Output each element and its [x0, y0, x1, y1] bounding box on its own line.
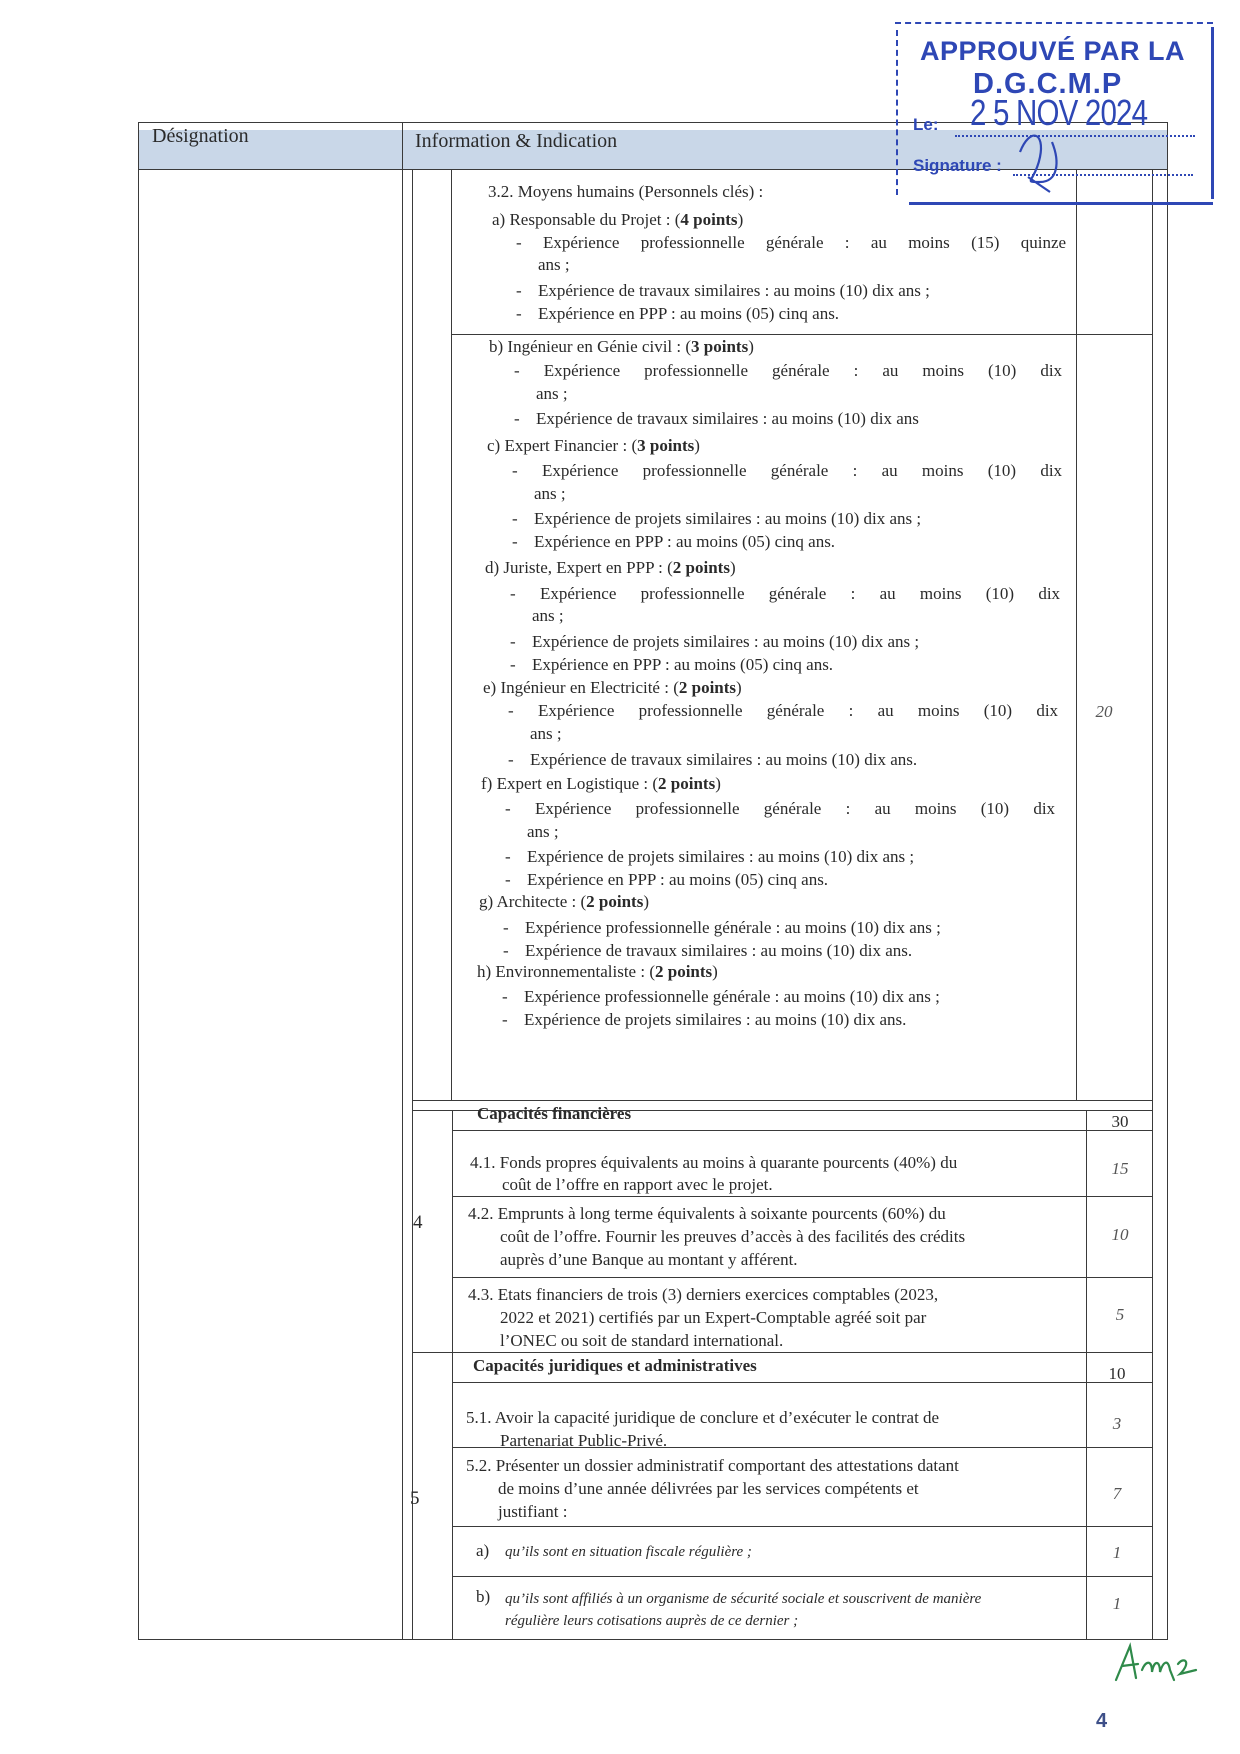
section-4-score: 30 — [1111, 1112, 1129, 1131]
item-h-dash1: - — [502, 987, 508, 1006]
item-a-line1: - Expérience professionnelle générale : au moins (15) quinze — [516, 233, 1067, 252]
section-4-number: 4 — [413, 1212, 423, 1233]
item-e-dash2: - — [508, 750, 514, 769]
criterion-4-3-line1: 4.3. Etats financiers de trois (3) derniers exercices comptables (2023, — [468, 1285, 939, 1304]
item-d-dash2: - — [510, 632, 516, 651]
criterion-5-2-b-line2: régulière leurs cotisations auprès de ce dernier ; — [505, 1613, 799, 1629]
item-d-label: d) Juriste, Expert en PPP : (2 points) — [485, 558, 736, 577]
item-g-line2: Expérience de travaux similaires : au moins (10) dix ans. — [525, 941, 913, 960]
item-c-dash3: - — [512, 532, 518, 551]
criterion-5-2-a-line1: qu’ils sont en situation fiscale régulière ; — [505, 1544, 752, 1560]
criterion-4-2-score: 10 — [1111, 1225, 1129, 1244]
criterion-5-1-line1: 5.1. Avoir la capacité juridique de conclure et d’exécuter le contrat de — [466, 1408, 940, 1427]
criterion-4-3-score: 5 — [1115, 1305, 1125, 1324]
item-g-label: g) Architecte : (2 points) — [479, 892, 649, 911]
item-f-line3: Expérience en PPP : au moins (05) cinq ans. — [527, 870, 829, 889]
criterion-5-1-score: 3 — [1112, 1414, 1122, 1433]
section-5-score: 10 — [1108, 1364, 1126, 1383]
item-c-line3: Expérience en PPP : au moins (05) cinq ans. — [534, 532, 836, 551]
item-a-line3: Expérience en PPP : au moins (05) cinq ans. — [538, 304, 840, 323]
item-b-label: b) Ingénieur en Génie civil : (3 points) — [489, 337, 754, 356]
item-h-dash2: - — [502, 1010, 508, 1029]
criterion-4-2-line2: coût de l’offre. Fournir les preuves d’accès à des facilités des crédits — [500, 1227, 966, 1246]
item-e-line1: - Expérience professionnelle générale : au moins (10) dix — [508, 701, 1059, 720]
criterion-4-3-line2: 2022 et 2021) certifiés par un Expert-Comptable agréé soit par — [500, 1308, 927, 1327]
item-c-line1: - Expérience professionnelle générale : au moins (10) dix — [512, 461, 1063, 480]
item-g-dash2: - — [503, 941, 509, 960]
criterion-4-2-line1: 4.2. Emprunts à long terme équivalents à soixante pourcents (60%) du — [468, 1204, 946, 1223]
item-f-label: f) Expert en Logistique : (2 points) — [481, 774, 721, 793]
approval-stamp — [895, 22, 1215, 205]
criterion-5-2-b-score: 1 — [1112, 1594, 1122, 1613]
stamp-date: 2 5 NOV 2024 — [970, 92, 1148, 133]
item-f-line1: - Expérience professionnelle générale : au moins (10) dix — [505, 799, 1056, 818]
stamp-line2: D.G.C.M.P — [973, 68, 1123, 100]
item-f-dash2: - — [505, 847, 511, 866]
handwritten-initials — [1108, 1640, 1208, 1690]
header-designation: Désignation — [152, 125, 249, 147]
criterion-5-2-line1: 5.2. Présenter un dossier administratif comportant des attestations datant — [466, 1456, 959, 1475]
criterion-5-2-line3: justifiant : — [498, 1502, 568, 1521]
item-h-line2: Expérience de projets similaires : au moins (10) dix ans. — [524, 1010, 907, 1029]
criterion-4-1-line2: coût de l’offre en rapport avec le projet. — [502, 1175, 773, 1194]
item-g-dash1: - — [503, 918, 509, 937]
criterion-4-2-line3: auprès d’une Banque au montant y afférent. — [500, 1250, 798, 1269]
item-g-line1: Expérience professionnelle générale : au moins (10) dix ans ; — [525, 918, 941, 937]
item-a-dash2: - — [516, 281, 522, 300]
section-5-title: Capacités juridiques et administratives — [473, 1356, 757, 1375]
criterion-5-2-a-score: 1 — [1112, 1543, 1122, 1562]
item-b-line1-cont: ans ; — [536, 384, 568, 403]
criterion-4-1-score: 15 — [1111, 1159, 1129, 1178]
page-number: 4 — [1096, 1710, 1108, 1732]
item-d-line1: - Expérience professionnelle générale : au moins (10) dix — [510, 584, 1061, 603]
stamp-signature-label: Signature : — [913, 156, 1002, 175]
item-c-line2: Expérience de projets similaires : au moins (10) dix ans ; — [534, 509, 922, 528]
item-e-line2: Expérience de travaux similaires : au moins (10) dix ans. — [530, 750, 918, 769]
section-4-title: Capacités financières — [477, 1104, 632, 1123]
item-d-line1-cont: ans ; — [532, 606, 564, 625]
stamp-line1: APPROUVÉ PAR LA — [920, 36, 1186, 66]
item-b-dash2: - — [514, 409, 520, 428]
item-d-dash3: - — [510, 655, 516, 674]
item-f-dash3: - — [505, 870, 511, 889]
criterion-5-1-line2: Partenariat Public-Privé. — [500, 1431, 668, 1450]
item-h-label: h) Environnementaliste : (2 points) — [477, 962, 718, 981]
item-a-label: a) Responsable du Projet : (4 points) — [492, 210, 744, 229]
item-a-dash3: - — [516, 304, 522, 323]
item-e-label: e) Ingénieur en Electricité : (2 points) — [483, 678, 742, 697]
item-e-line1-cont: ans ; — [530, 724, 562, 743]
header-information: Information & Indication — [415, 130, 618, 152]
criterion-4-3-line3: l’ONEC ou soit de standard international. — [500, 1331, 784, 1350]
item-c-line1-cont: ans ; — [534, 484, 566, 503]
item-f-line2: Expérience de projets similaires : au moins (10) dix ans ; — [527, 847, 915, 866]
criterion-4-1-line1: 4.1. Fonds propres équivalents au moins à quarante pourcents (40%) du — [470, 1153, 958, 1172]
stamp-date-label: Le: — [913, 115, 939, 134]
criterion-5-2-score: 7 — [1112, 1484, 1122, 1503]
section-3-2-score: 20 — [1095, 702, 1113, 721]
stamp-signature-scribble — [1010, 122, 1070, 202]
item-f-line1-cont: ans ; — [527, 822, 559, 841]
criterion-5-2-b-line1: qu’ils sont affiliés à un organisme de sécurité sociale et souscrivent de manière — [505, 1591, 982, 1607]
item-b-line1: - Expérience professionnelle générale : au moins (10) dix — [514, 361, 1063, 380]
criterion-5-2-b-letter: b) — [476, 1587, 491, 1606]
item-c-dash2: - — [512, 509, 518, 528]
item-a-line2: Expérience de travaux similaires : au moins (10) dix ans ; — [538, 281, 930, 300]
section-3-2-heading: 3.2. Moyens humains (Personnels clés) : — [488, 182, 764, 201]
section-5-number: 5 — [410, 1488, 420, 1509]
item-d-line2: Expérience de projets similaires : au moins (10) dix ans ; — [532, 632, 920, 651]
item-h-line1: Expérience professionnelle générale : au moins (10) dix ans ; — [524, 987, 940, 1006]
criterion-5-2-line2: de moins d’une année délivrées par les services compétents et — [498, 1479, 919, 1498]
item-d-line3: Expérience en PPP : au moins (05) cinq ans. — [532, 655, 834, 674]
item-a-line1-cont: ans ; — [538, 255, 570, 274]
item-c-label: c) Expert Financier : (3 points) — [487, 436, 700, 455]
criterion-5-2-a-letter: a) — [476, 1541, 490, 1560]
item-b-line2: Expérience de travaux similaires : au moins (10) dix ans — [536, 409, 919, 428]
